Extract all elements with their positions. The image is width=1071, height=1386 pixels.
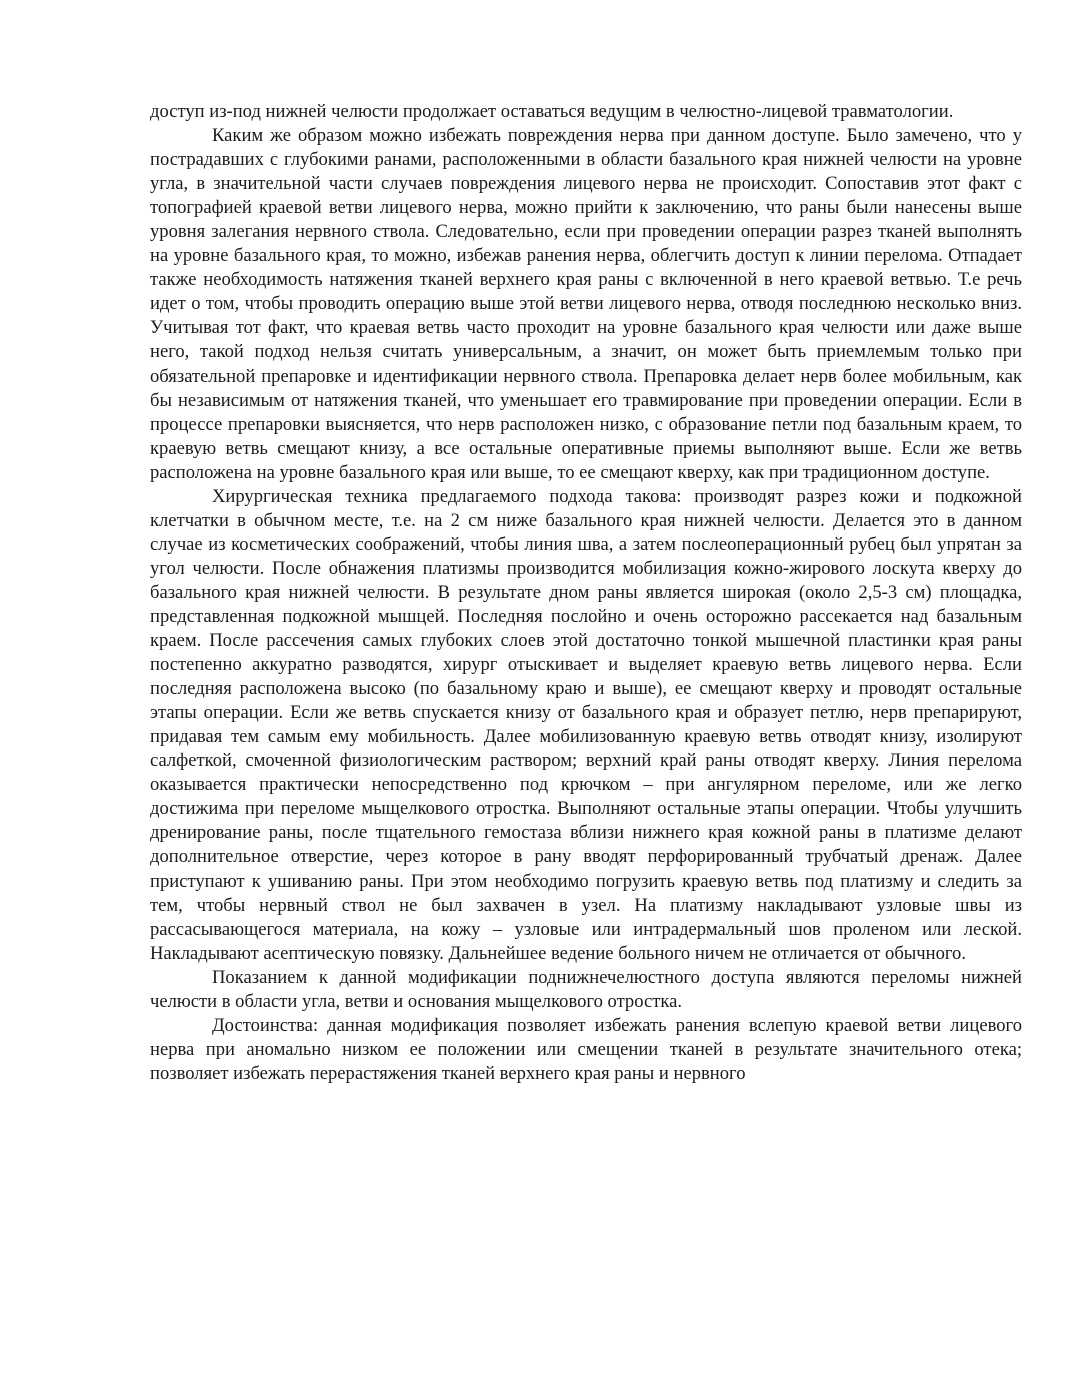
paragraph: доступ из-под нижней челюсти продолжает оставаться ведущим в челюстно-лицевой травматологии. <box>150 101 954 122</box>
document-page <box>150 100 1022 1086</box>
paragraph: Каким же образом можно избежать повреждения нерва при данном доступе. Было замечено, что у пострадавших с глубокими ранами, расположенными в области базального края нижней челюсти на уровне угла, в значительной части случаев повреждения лицевого нерва не происходит. Сопоставив этот факт с топографией краевой ветви лицевого нерва, можно прийти к заключению, что раны были нанесены выше уровня залегания нервного ствола. Следовательно, если при проведении операции разрез тканей выполнять на уровне базального края, то можно, избежав ранения нерва, облегчить доступ к линии перелома. Отпадает также необходимость натяжения тканей верхнего края раны с включенной в него краевой ветвью. Т.е речь идет о том, чтобы проводить операцию выше этой ветви лицевого нерва, отводя последнюю несколько вниз. Учитывая тот факт, что краевая ветвь часто проходит на уровне базального края челюсти или даже выше него, такой подход нельзя считать универсальным, а значит, он может быть приемлемым только при обязательной препаровке и идентификации нервного ствола. Препаровка делает нерв более мобильным, как бы независимым от натяжения тканей, что уменьшает его травмирование при проведении операции. Если в процессе препаровки выясняется, что нерв расположен низко, с образование петли под базальным краем, то краевую ветвь смещают книзу, а все остальные оперативные приемы выполняют выше. Если же ветвь расположена на уровне базального края или выше, то ее смещают кверху, как при традиционном доступе. <box>150 125 1022 483</box>
paragraph: Хирургическая техника предлагаемого подхода такова: производят разрез кожи и подкожной клетчатки в обычном месте, т.е. на 2 см ниже базального края нижней челюсти. Делается это в данном случае из косметических соображений, чтобы линия шва, а затем послеоперационный рубец был упрятан за угол челюсти. После обнажения платизмы производится мобилизация кожно-жирового лоскута кверху до базального края нижней челюсти. В результате дном раны является широкая (около 2,5-3 см) площадка, представленная подкожной мышцей. Последняя послойно и очень осторожно рассекается над базальным краем. После рассечения самых глубоких слоев этой достаточно тонкой мышечной пластинки края раны постепенно аккуратно разводятся, хирург отыскивает и выделяет краевую ветвь лицевого нерва. Если последняя расположена высоко (по базальному краю и выше), ее смещают кверху и проводят остальные этапы операции. Если же ветвь спускается книзу от базального края и образует петлю, нерв препарируют, придавая тем самым ему мобильность. Далее мобилизованную краевую ветвь отводят книзу, изолируют салфеткой, смоченной физиологическим раствором; верхний край раны отводят кверху. Линия перелома оказывается практически непосредственно под крючком – при ангулярном переломе, или же легко достижима при переломе мыщелкового отростка. Выполняют остальные этапы операции. Чтобы улучшить дренирование раны, после тщательного гемостаза вблизи нижнего края кожной раны в платизме делают дополнительное отверстие, через которое в рану вводят перфорированный трубчатый дренаж. Далее приступают к ушиванию раны. При этом необходимо погрузить краевую ветвь под платизму и следить за тем, чтобы нервный ствол не был захвачен в узел. На платизму накладывают узловые швы из рассасывающегося материала, на кожу – узловые или интрадермальный шов проленом или леской. Накладывают асептическую повязку. Дальнейшее ведение больного ничем не отличается от обычного. <box>150 485 1022 964</box>
paragraph: Показанием к данной модификации поднижнечелюстного доступа являются переломы нижней челюсти в области угла, ветви и основания мыщелкового отростка. <box>150 966 1022 1012</box>
paragraph: Достоинства: данная модификация позволяет избежать ранения вслепую краевой ветви лицевого нерва при аномально низком ее положении или смещении тканей в результате значительного отека; позволяет избежать перерастяжения тканей верхнего края раны и нервного <box>150 1014 1022 1084</box>
